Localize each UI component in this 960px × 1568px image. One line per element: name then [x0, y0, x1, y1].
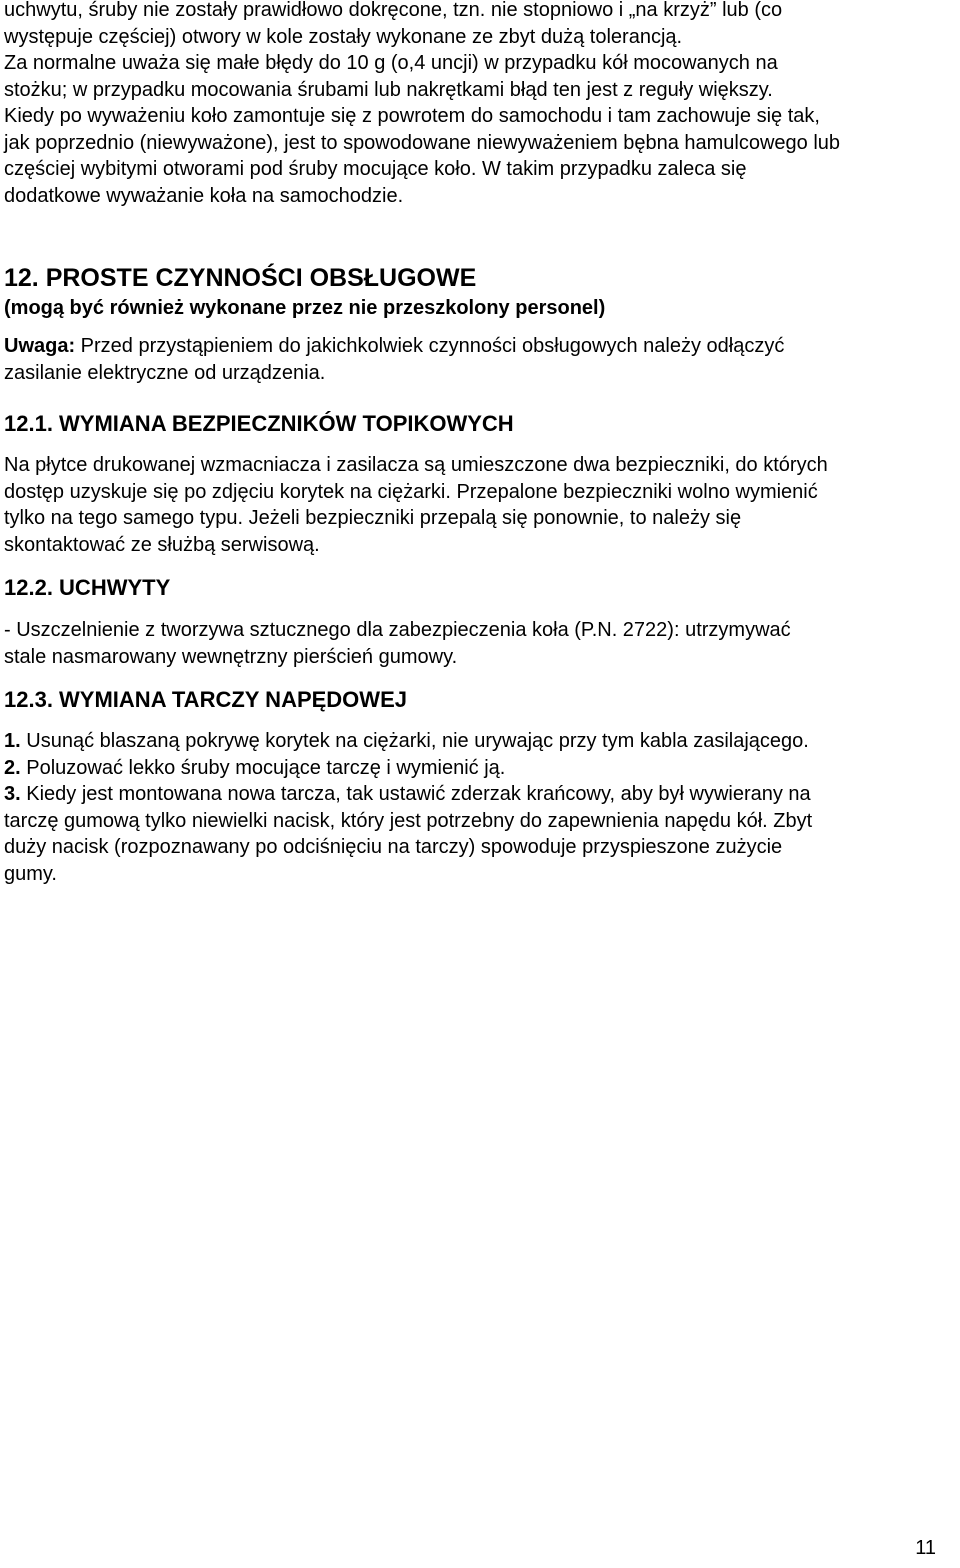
intro-line: występuje częściej) otwory w kole zostały wykonane ze zbyt dużą tolerancją. [4, 25, 683, 48]
intro-line: dodatkowe wyważanie koła na samochodzie. [4, 184, 404, 207]
subsection-heading-12-3: 12.3. WYMIANA TARCZY NAPĘDOWEJ [4, 687, 407, 712]
document-page [4, 0, 956, 887]
intro-line: Kiedy po wyważeniu koło zamontuje się z powrotem do samochodu i tam zachowuje się tak, [4, 105, 820, 127]
intro-line: częściej wybitymi otworami pod śruby mocujące koło. W takim przypadku zaleca się [4, 158, 747, 180]
paragraph-line: tylko na tego samego typu. Jeżeli bezpieczniki przepalą się ponownie, to należy się [4, 507, 742, 529]
subsection-paragraph-12-2 [4, 617, 956, 670]
section-subtitle: (mogą być również wykonane przez nie przeszkolony personel) [4, 297, 606, 319]
list-item [4, 755, 956, 782]
list-item-text: Usunąć blaszaną pokrywę korytek na ciężarki, nie urywając przy tym kabla zasilającego. [26, 730, 809, 752]
section-title: 12. PROSTE CZYNNOŚCI OBSŁUGOWE [4, 264, 477, 292]
list-item-number: 2. [4, 756, 21, 779]
intro-line: stożku; w przypadku mocowania śrubami lub nakrętkami błąd ten jest z reguły większy. [4, 78, 773, 101]
intro-line: jak poprzednio (niewyważone), jest to spowodowane niewyważeniem bębna hamulcowego lub [4, 131, 841, 154]
page-number: 11 [915, 1537, 936, 1559]
subsection-heading-12-2: 12.2. UCHWYTY [4, 575, 171, 600]
paragraph-line: Na płytce drukowanej wzmacniacza i zasilacza są umieszczone dwa bezpieczniki, do których [4, 454, 828, 476]
list-item-line [4, 755, 956, 782]
intro-paragraph [4, 0, 956, 209]
warning-note-line: zasilanie elektryczne od urządzenia. [4, 361, 326, 384]
list-item-text: Kiedy jest montowana nowa tarcza, tak ustawić zderzak krańcowy, aby był wywierany na [26, 783, 811, 805]
warning-text: Przed przystąpieniem do jakichkolwiek czynności obsługowych należy odłączyć [75, 335, 785, 357]
intro-line: Za normalne uważa się małe błędy do 10 g (o,4 uncji) w przypadku kół mocowanych na [4, 52, 778, 74]
list-item-number: 1. [4, 730, 21, 752]
list-item-line [4, 781, 956, 808]
list-item-line: tarczę gumową tylko niewielki nacisk, który jest potrzebny do zapewnienia napędu kół. Zbyt [4, 809, 813, 832]
warning-note-line [4, 333, 956, 360]
list-item-text: Poluzować lekko śruby mocujące tarczę i wymienić ją. [26, 756, 506, 779]
intro-line: uchwytu, śruby nie zostały prawidłowo dokręcone, tzn. nie stopniowo i „na krzyż” lub (co [4, 0, 783, 21]
warning-note [4, 333, 956, 386]
list-item-line: gumy. [4, 862, 57, 885]
subsection-paragraph-12-1 [4, 452, 956, 558]
list-item-line [4, 728, 956, 755]
list-item [4, 728, 956, 755]
subsection-heading-12-1: 12.1. WYMIANA BEZPIECZNIKÓW TOPIKOWYCH [4, 411, 514, 436]
paragraph-line: - Uszczelnienie z tworzywa sztucznego dla zabezpieczenia koła (P.N. 2722): utrzymywać [4, 619, 791, 641]
warning-label: Uwaga: [4, 335, 76, 357]
list-item-line: duży nacisk (rozpoznawany po odciśnięciu na tarczy) spowoduje przyspieszone zużycie [4, 836, 783, 858]
numbered-list [4, 728, 956, 887]
paragraph-line: skontaktować ze służbą serwisową. [4, 533, 320, 556]
list-item-number: 3. [4, 783, 21, 805]
paragraph-line: stale nasmarowany wewnętrzny pierścień gumowy. [4, 645, 458, 668]
paragraph-line: dostęp uzyskuje się po zdjęciu korytek na ciężarki. Przepalone bezpieczniki wolno wymienić [4, 480, 818, 503]
list-item [4, 781, 956, 887]
